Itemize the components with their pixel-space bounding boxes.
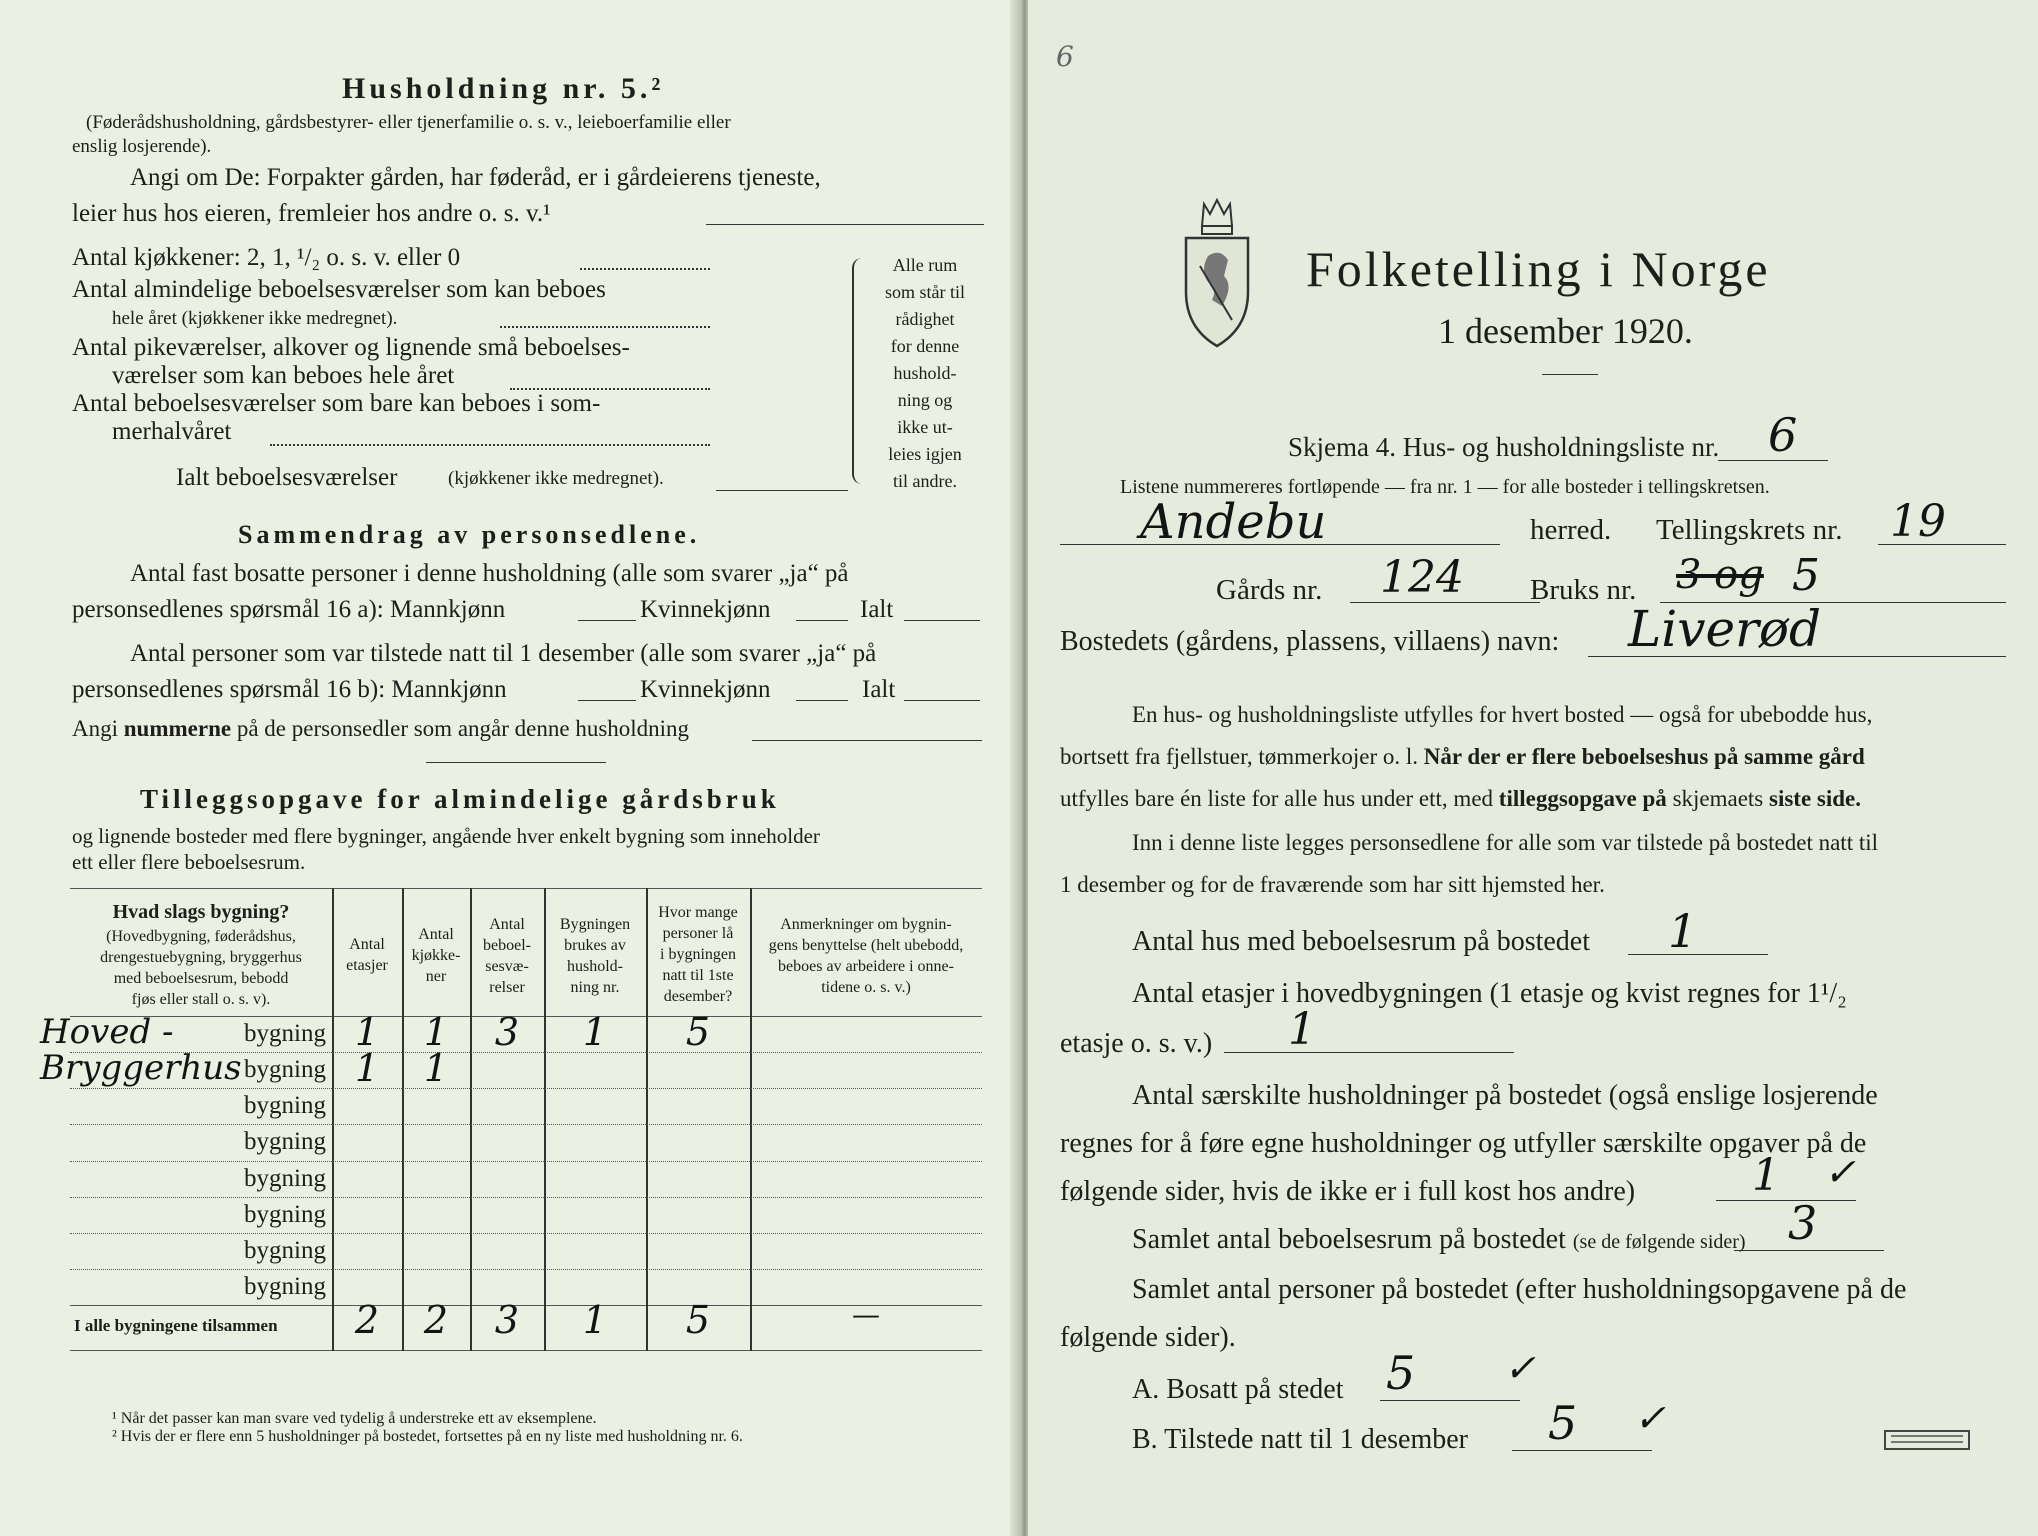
side-note-line: ning og — [897, 390, 953, 410]
instruction-bold: tilleggsopgave på — [1498, 786, 1667, 811]
bruks-value: 5 — [1792, 550, 1820, 601]
q-persons-2: følgende sider). — [1060, 1322, 1236, 1353]
header-text: Antal — [418, 926, 454, 943]
header-persons — [646, 902, 750, 1007]
row-building-name: Hoved - — [40, 1012, 174, 1052]
table-bottom-rule — [70, 1350, 982, 1351]
rooms-ordinary-2: hele året (kjøkkener ikke medregnet). — [112, 308, 398, 329]
female-line-1 — [796, 620, 848, 621]
status-answer-line — [706, 224, 984, 225]
numbers-text-bold: nummerne — [123, 716, 232, 741]
a-households-line — [1716, 1200, 1856, 1201]
corner-mark: 6 — [1056, 40, 1074, 73]
cell-personer: 5 — [685, 1010, 711, 1054]
q-households-3: følgende sider, hvis de ikke er i full kost hos andre) — [1060, 1176, 1636, 1207]
header-household-no — [544, 914, 646, 998]
a-floors-line — [1224, 1052, 1514, 1053]
side-note — [870, 252, 980, 495]
status-question-1: Angi om De: Forpakter gården, har føderåd, er i gårdeierens tjeneste, — [130, 164, 821, 191]
instruction-bold: Når der er flere beboelseshus på samme gård — [1423, 744, 1865, 769]
header-text: beboes av arbeidere i onne- — [778, 958, 954, 975]
row-rule — [70, 1088, 982, 1089]
header-text: tidene o. s. v.) — [821, 979, 911, 996]
rooms-kitchens: Antal kjøkkener: 2, 1, ¹/₂ o. s. v. eller 0 — [72, 244, 461, 271]
rooms-small-2: værelser som kan beboes hele året — [112, 362, 455, 389]
total-label-2: Ialt — [862, 676, 896, 703]
numbering-note: Listene nummereres fortløpende — fra nr. 1 — for alle bosteder i tellingskretsen. — [1120, 476, 1770, 498]
female-label-2: Kvinnekjønn — [640, 676, 771, 703]
row-rule — [70, 1233, 982, 1234]
herred-value: Andebu — [1140, 494, 1327, 550]
check-mark-icon: ✓ — [1504, 1346, 1536, 1390]
summary-title: Sammendrag av personsedlene. — [238, 520, 701, 549]
instruction-line-2 — [1060, 744, 1865, 770]
rooms-summer-1: Antal beboelsesværelser som bare kan beboes i som- — [72, 390, 601, 417]
rooms-small-1: Antal pikeværelser, alkover og lignende små beboelses- — [72, 334, 630, 361]
printer-stamp-inner — [1891, 1435, 1963, 1443]
row-building-word: bygning — [244, 1056, 326, 1084]
q-persons-1: Samlet antal personer på bostedet (efter husholdningsopgavene på de — [1132, 1274, 1907, 1305]
a-households: 1 — [1752, 1150, 1780, 1201]
a-present-line — [1512, 1450, 1652, 1451]
a-rooms-line — [1734, 1250, 1884, 1251]
header-text: fjøs eller stall o. s. v). — [131, 991, 271, 1008]
instruction-text: utfylles bare én liste for alle hus under ett, med — [1060, 786, 1494, 811]
numbers-text-c: på de personsedler som angår denne husholdning — [236, 716, 690, 741]
coat-of-arms-icon — [1178, 196, 1256, 352]
a-houses: 1 — [1668, 904, 1698, 958]
header-text: kjøkke- — [411, 947, 461, 964]
total-household: 1 — [582, 1298, 608, 1342]
side-note-line: Alle rum — [892, 255, 958, 275]
rooms-ordinary-dots — [500, 326, 710, 328]
row-building-word: bygning — [244, 1236, 326, 1264]
total-line-1 — [904, 620, 980, 621]
row-building-word: bygning — [244, 1020, 326, 1047]
total-label-1: Ialt — [860, 596, 894, 623]
header-text: hushold- — [567, 958, 623, 975]
header-text: med beboelsesrum, bebodd — [113, 970, 289, 987]
gards-value: 124 — [1380, 552, 1464, 603]
krets-value: 19 — [1890, 496, 1946, 547]
male-line-1 — [578, 620, 636, 621]
header-text: drengestuebygning, bryggerhus — [100, 949, 302, 966]
header-text: ner — [425, 968, 447, 985]
header-text: beboel- — [483, 937, 531, 954]
document-title: Folketelling i Norge — [1306, 241, 1771, 297]
header-text: etasjer — [346, 957, 388, 974]
rooms-kitchens-dots — [580, 268, 710, 270]
a-resident: 5 — [1386, 1346, 1416, 1400]
total-persons: 5 — [685, 1298, 711, 1342]
farm-intro-2: ett eller flere beboelsesrum. — [72, 850, 306, 874]
a-floors: 1 — [1288, 1004, 1316, 1055]
building-table — [40, 888, 982, 1351]
row-building-name: Bryggerhus — [40, 1048, 242, 1089]
q-rooms — [1132, 1224, 1746, 1256]
header-building-type-title: Hvad slags bygning? — [112, 901, 290, 923]
row-building-word: bygning — [244, 1200, 326, 1228]
header-text: Anmerkninger om bygnin- — [780, 916, 952, 933]
total-line-2 — [904, 700, 980, 701]
household-title: Husholdning nr. 5.² — [342, 72, 665, 105]
row-building-word: bygning — [244, 1164, 326, 1192]
rooms-summer-2: merhalvåret — [112, 418, 232, 445]
rooms-ordinary-1: Antal almindelige beboelsesværelser som kan beboes — [72, 276, 606, 303]
q-households-1: Antal særskilte husholdninger på bostedet (også enslige losjerende — [1132, 1080, 1878, 1111]
instruction-line-5: 1 desember og for de fraværende som har sitt hjemsted her. — [1060, 872, 1605, 897]
cell-husholdning: 1 — [582, 1010, 608, 1054]
bruks-struck-value: 3 og — [1676, 552, 1764, 598]
q-houses: Antal hus med beboelsesrum på bostedet — [1132, 926, 1591, 957]
total-floors: 2 — [354, 1298, 380, 1342]
q-households-2: regnes for å føre egne husholdninger og utfyller særskilte opgaver på de — [1060, 1128, 1867, 1159]
bosted-label: Bostedets (gårdens, plassens, villaens) navn: — [1060, 626, 1560, 657]
header-text: natt til 1ste — [662, 967, 734, 984]
q-floors-2: etasje o. s. v.) — [1060, 1028, 1213, 1059]
farm-title: Tilleggsopgave for almindelige gårdsbruk — [140, 784, 780, 814]
check-mark-icon: ✓ — [1824, 1150, 1856, 1194]
a-rooms: 3 — [1788, 1196, 1818, 1250]
total-remarks: — — [852, 1298, 880, 1331]
header-floors — [332, 934, 402, 976]
side-note-line: hushold- — [893, 363, 957, 383]
header-text: sesvæ- — [485, 958, 529, 975]
rooms-summer-dots — [270, 444, 710, 446]
cell-kjokken: 1 — [423, 1010, 449, 1054]
row-building-word: bygning — [244, 1128, 326, 1156]
gards-label: Gårds nr. — [1216, 574, 1323, 606]
rooms-total-line — [716, 490, 848, 491]
header-text: gens benyttelse (helt ubebodd, — [768, 937, 964, 954]
cell-kjokken: 1 — [423, 1046, 449, 1091]
female-label-1: Kvinnekjønn — [640, 596, 771, 623]
instruction-bold: siste side. — [1769, 786, 1862, 811]
header-kitchens — [402, 924, 470, 987]
a-resident-line — [1380, 1400, 1520, 1401]
section-divider — [426, 762, 606, 763]
q-rooms-text: Samlet antal beboelsesrum på bostedet — [1132, 1224, 1566, 1255]
instruction-line-4: Inn i denne liste legges personsedlene for alle som var tilstede på bostedet natt til — [1132, 830, 1879, 855]
header-building-type — [70, 902, 332, 1010]
brace — [852, 258, 870, 484]
cell-etasjer: 1 — [354, 1046, 380, 1091]
bruks-label: Bruks nr. — [1530, 574, 1637, 606]
side-note-line: som står til — [885, 282, 965, 302]
instruction-line-1: En hus- og husholdningsliste utfylles for hvert bosted — også for ubebodde hus, — [1132, 702, 1873, 727]
total-rooms: 3 — [494, 1298, 520, 1342]
side-note-line: ikke ut- — [897, 417, 953, 437]
side-note-line: rådighet — [895, 309, 955, 329]
row-rule — [70, 1197, 982, 1198]
header-text: desember? — [663, 988, 733, 1005]
herred-label: herred. — [1530, 514, 1612, 546]
printer-stamp — [1884, 1430, 1970, 1450]
header-text: i bygningen — [660, 946, 736, 963]
check-mark-icon: ✓ — [1634, 1396, 1666, 1440]
footnote-1: ¹ Når det passer kan man svare ved tydelig å understreke ett av eksemplene. — [112, 1410, 597, 1427]
instruction-text: bortsett fra fjellstuer, tømmerkojer o. l. — [1060, 744, 1419, 769]
header-remarks — [750, 914, 982, 998]
a-present: 5 — [1548, 1396, 1578, 1450]
q-resident: A. Bosatt på stedet — [1132, 1374, 1344, 1405]
header-text: relser — [489, 979, 525, 996]
schema-label: Skjema 4. Hus- og husholdningsliste nr. — [1288, 432, 1720, 462]
a-houses-line — [1628, 954, 1768, 955]
summary-line-1b: personsedlenes spørsmål 16 a): Mannkjønn — [72, 596, 506, 623]
total-row-label: I alle bygningene tilsammen — [74, 1316, 278, 1335]
document-date: 1 desember 1920. — [1438, 311, 1693, 351]
krets-label: Tellingskrets nr. — [1656, 514, 1843, 546]
q-floors-1: Antal etasjer i hovedbygningen (1 etasje og kvist regnes for 1¹/₂ — [1132, 978, 1847, 1009]
row-rule — [70, 1161, 982, 1162]
rooms-total: Ialt beboelsesværelser — [176, 464, 398, 491]
side-note-line: leies igjen — [888, 444, 962, 464]
header-text: brukes av — [564, 937, 626, 954]
header-text: Antal — [349, 936, 385, 953]
header-rooms — [470, 914, 544, 998]
summary-line-2b: personsedlenes spørsmål 16 b): Mannkjønn — [72, 676, 507, 703]
q-present: B. Tilstede natt til 1 desember — [1132, 1424, 1468, 1455]
row-building-word: bygning — [244, 1092, 326, 1120]
cell-vaerelser: 3 — [494, 1010, 520, 1054]
side-note-line: for denne — [890, 336, 960, 356]
male-line-2 — [578, 700, 636, 701]
household-intro-1: (Føderådshusholdning, gårdsbestyrer- eller tjenerfamilie o. s. v., leieboerfamilie eller — [86, 112, 731, 133]
numbers-instruction — [72, 716, 689, 742]
status-question-2: leier hus hos eieren, fremleier hos andre o. s. v.¹ — [72, 200, 551, 227]
cell-etasjer: 1 — [354, 1010, 380, 1054]
farm-intro-1: og lignende bosteder med flere bygninger, angående hver enkelt bygning som inneholder — [72, 824, 820, 848]
row-rule — [70, 1124, 982, 1125]
summary-line-1a: Antal fast bosatte personer i denne husholdning (alle som svarer „ja“ på — [130, 560, 849, 587]
title-divider — [1542, 374, 1598, 375]
footnote-2: ² Hvis der er flere enn 5 husholdninger på bostedet, fortsettes på en ny liste med husholdning nr. 6. — [112, 1428, 743, 1445]
row-building-word: bygning — [244, 1272, 326, 1300]
list-number: 6 — [1768, 408, 1798, 462]
header-text: Bygningen — [559, 916, 631, 933]
row-rule — [70, 1269, 982, 1270]
household-intro-2: enslig losjerende). — [72, 136, 212, 157]
summary-line-2a: Antal personer som var tilstede natt til 1 desember (alle som svarer „ja“ på — [130, 640, 877, 667]
table-top-rule — [70, 888, 982, 889]
instruction-text: skjemaets — [1672, 786, 1764, 811]
header-text: ning nr. — [570, 979, 620, 996]
header-text: personer lå — [662, 925, 734, 942]
header-text: Antal — [489, 916, 525, 933]
numbers-text-a: Angi — [72, 716, 118, 741]
instruction-line-3 — [1060, 786, 1861, 812]
header-text: (Hovedbygning, føderådshus, — [106, 928, 296, 945]
total-kitchens: 2 — [423, 1298, 449, 1342]
right-page — [1028, 0, 2038, 1536]
female-line-2 — [796, 700, 848, 701]
numbers-line — [752, 740, 982, 741]
side-note-line: til andre. — [893, 471, 957, 491]
q-rooms-note: (se de følgende sider) — [1572, 1231, 1746, 1253]
header-text: Hvor mange — [658, 904, 738, 921]
rooms-total-note: (kjøkkener ikke medregnet). — [448, 468, 664, 489]
bosted-value: Liverød — [1628, 600, 1822, 658]
